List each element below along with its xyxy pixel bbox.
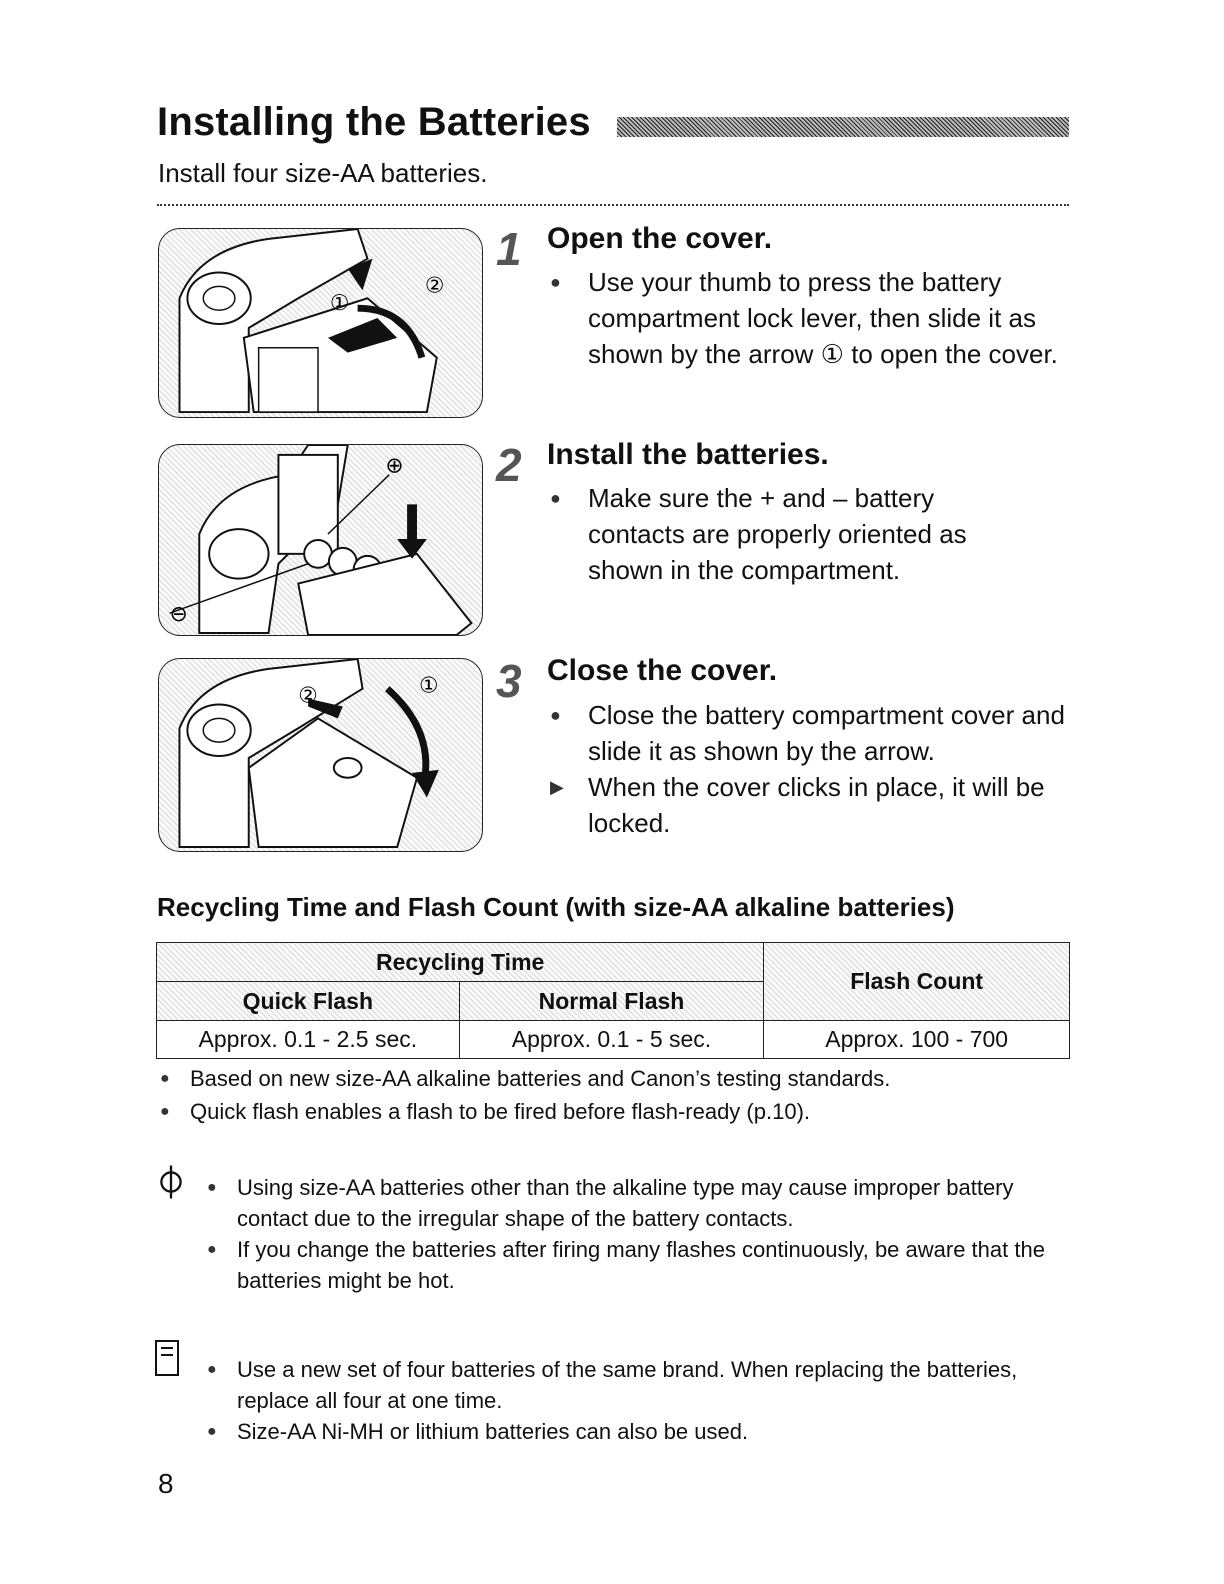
bullet-marker: ●: [550, 705, 561, 725]
step-2-body: [550, 480, 1010, 588]
memo-icon: [155, 1340, 179, 1376]
flash-close-cover-drawing: [159, 659, 482, 851]
result-marker: ▶: [550, 777, 564, 797]
step-2-number: 2: [496, 439, 522, 491]
list-item: ● Using size-AA batteries other than the alkaline type may cause improper battery contact due to the irregular shape of the battery contacts.: [207, 1175, 1014, 1231]
callout-plus: ⊕: [385, 453, 404, 479]
cell-flash-count: Approx. 100 - 700: [764, 1021, 1070, 1059]
result-text: When the cover clicks in place, it will be locked.: [588, 772, 1045, 838]
callout-2: ②: [424, 273, 445, 299]
list-item: ● Use a new set of four batteries of the same brand. When replacing the batteries, replace all four at one time.: [207, 1357, 1018, 1413]
title-decorative-bar: [617, 117, 1069, 137]
bullet-marker: ●: [550, 272, 561, 292]
step-1-number: 1: [496, 223, 522, 275]
recycling-table: [156, 942, 1070, 1059]
flash-insert-batteries-drawing: [159, 445, 482, 635]
list-item: ● Quick flash enables a flash to be fired before flash-ready (p.10).: [160, 1099, 811, 1124]
section-divider: [157, 204, 1069, 206]
bullet-item: [550, 264, 1070, 372]
header-recycling-time: Recycling Time: [157, 943, 764, 982]
header-flash-count: Flash Count: [764, 943, 1070, 1021]
step-3-title: Close the cover.: [547, 654, 778, 687]
step-1-title: Open the cover.: [547, 222, 773, 255]
caution-icon: ⏀: [155, 1165, 188, 1201]
step-2-title: Install the batteries.: [547, 438, 829, 471]
caution-notes: [207, 1172, 1057, 1296]
bullet-text: Make sure the + and – battery contacts are properly oriented as shown in the compartment.: [588, 483, 967, 585]
step-3-illustration: [158, 658, 483, 852]
recycling-section-title: Recycling Time and Flash Count (with size-AA alkaline batteries): [157, 892, 955, 922]
bullet-marker: ●: [550, 488, 561, 508]
callout-minus: ⊖: [169, 602, 188, 628]
title-row: [157, 92, 1069, 152]
callout-1: ①: [418, 673, 439, 699]
step-3-body: [550, 697, 1070, 841]
step-1-illustration: [158, 228, 483, 418]
page-subtitle: Install four size-AA batteries.: [158, 158, 488, 188]
table-notes: [160, 1062, 890, 1128]
memo-notes: [207, 1354, 1057, 1447]
list-item: ● Size-AA Ni-MH or lithium batteries can also be used.: [207, 1419, 749, 1444]
step-2-illustration: [158, 444, 483, 636]
step-1-body: [550, 264, 1070, 372]
list-item: ● Based on new size-AA alkaline batteries and Canon’s testing standards.: [160, 1066, 891, 1091]
page-number: 8: [158, 1468, 174, 1499]
result-item: [550, 769, 1070, 841]
table-row: [157, 1021, 1070, 1059]
bullet-item: [550, 697, 1070, 769]
bullet-text: Close the battery compartment cover and slide it as shown by the arrow.: [588, 700, 1065, 766]
flash-open-cover-drawing: [159, 229, 482, 417]
list-item: ● If you change the batteries after firing many flashes continuously, be aware that the batteries might be hot.: [207, 1237, 1045, 1293]
callout-2: ②: [298, 683, 318, 709]
bullet-item: [550, 480, 1010, 588]
callout-1: ①: [329, 291, 350, 317]
step-3-number: 3: [496, 655, 522, 707]
page-title: Installing the Batteries: [157, 99, 591, 144]
cell-normal-flash: Approx. 0.1 - 5 sec.: [459, 1021, 764, 1059]
header-quick-flash: Quick Flash: [157, 982, 460, 1021]
header-normal-flash: Normal Flash: [459, 982, 764, 1021]
cell-quick-flash: Approx. 0.1 - 2.5 sec.: [157, 1021, 460, 1059]
bullet-text: Use your thumb to press the battery compartment lock lever, then slide it as shown by the arrow ① to open the cover.: [588, 267, 1058, 369]
